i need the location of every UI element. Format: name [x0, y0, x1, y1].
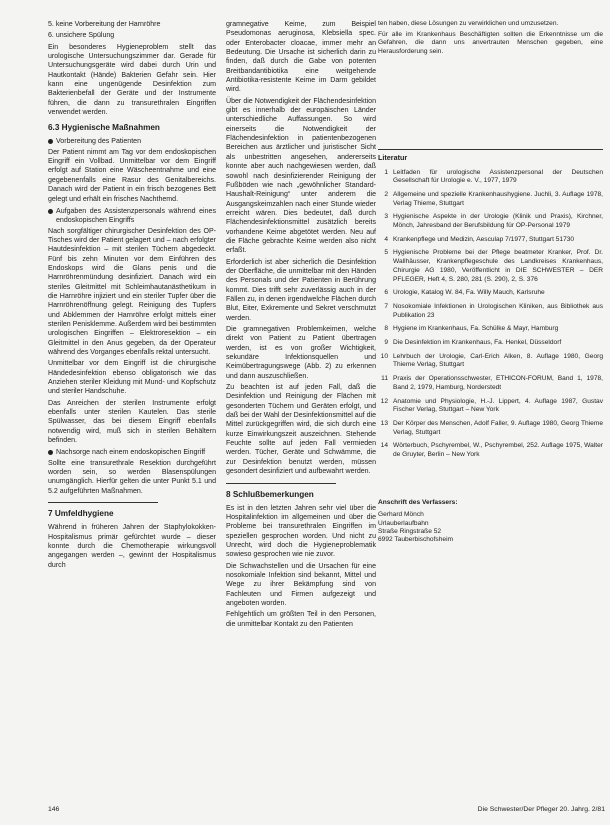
- bullet-title: Nachsorge nach einem endoskopischen Eingriff: [56, 449, 206, 457]
- paragraph: Erforderlich ist aber sicherlich die Desinfektion der Oberfläche, die unmittelbar mit den Händen des Personals und der Patienten in Berührung kommt. Dies trifft sehr zuverlässig auch in der Fällen zu, in denen irgendwelche Flächen durch Blut, Eiter, Exkremente und Sekret verschmutzt werden.: [226, 258, 376, 322]
- reference-number: 3: [384, 213, 388, 221]
- references-heading: Literatur: [378, 152, 408, 162]
- section-heading: 8 Schlußbemerkungen: [226, 489, 314, 499]
- reference-number: 8: [384, 325, 388, 333]
- author-address: [378, 499, 603, 545]
- reference-number: 4: [384, 235, 388, 243]
- reference-item: [378, 339, 603, 348]
- paragraph: Zu beachten ist auf jeden Fall, daß die Desinfektion und Reinigung der Flächen mit gesonderten Tüchern und Geräten erfolgt, und daß bei der Wahl der Desinfektionsmittel auf die Mittel zurückgegriffen wird, die sich durch eine kurze Einwirkungszeit auszeichnen. Stehende Feuchte sollte auf jeden Fall vermieden werden. Tücher, Geräte und Schwämme, die zur Desinfektion benutzt werden, müssen gesondert desinfiziert und aufbewahrt werden.: [226, 384, 376, 476]
- address-line: Urlauberlaufbahn: [378, 519, 429, 527]
- list-item: 5. keine Vorbereitung der Harnröhre: [48, 21, 161, 28]
- bullet-heading: [48, 207, 216, 226]
- paragraph: Das Anreichen der sterilen Instrumente erfolgt ebenfalls unter sterilen Kautelen. Das sterile Spülwasser, das bei diesem Eingriff ebenfalls notwendig wird, muß sich in sterilen Behältern befinden.: [48, 399, 216, 445]
- bullet-heading: [48, 137, 216, 146]
- bullet-icon: [48, 209, 53, 214]
- reference-number: 12: [380, 397, 388, 405]
- paragraph: Der Patient nimmt am Tag vor dem endoskopischen Eingriff ein Vollbad. Unmittelbar vor dem Eingriff erfolgt auf Station eine Wäscheentnahme und eine gegebenenfalls eine Rasur des Genitalbereichs. Danach wird der Patient in ein frisch bezogenes Bett gelegt und erhält ein frisches Nachthemd.: [48, 148, 216, 203]
- page-number: 146: [48, 806, 60, 813]
- reference-text: Lehrbuch der Urologie, Carl-Erich Alken, 8. Auflage 1980, Georg Thieme Verlag, Stuttgart: [393, 352, 603, 369]
- reference-number: 13: [380, 419, 388, 427]
- bullet-icon: [48, 450, 53, 455]
- journal-footer: Die Schwester/Der Pfleger 20. Jahrg. 2/81: [477, 806, 605, 813]
- paragraph: Für alle im Krankenhaus Beschäftigten sollten die Erkenntnisse um die Gefahren, die dann uns anvertrauten Menschen gegeben, eine Herausforderung sein.: [378, 30, 603, 56]
- address-line: Straße Ringstraße 52: [378, 528, 442, 536]
- address-line: Gerhard Mönch: [378, 511, 424, 519]
- bullet-title: Vorbereitung des Patienten: [56, 138, 142, 146]
- reference-item: [378, 289, 603, 298]
- reference-item: [378, 442, 603, 459]
- paragraph: Über die Notwendigkeit der Flächendesinfektion gibt es innerhalb der europäischen Länder unterschiedliche Auffassungen. So wird einerseits die Notwendigkeit der Flächendesinfektion in patientenbezogenen Bereichen aus ärztlicher und juristischer Sicht als unbestritten angesehen, andererseits konnte aber auch nachgewiesen werden, daß sowohl nach desinfizierender Reinigung der Fußböden wie nach „gewöhnlicher Standard-Haushalt-Reinigung“ unter anderem die Ausgangskeimzahlen nach einer Stunde wieder erreicht wären. Dies bedeutet, daß durch Flächendesinfektionsmittel zusätzlich bereits vorhandene Keime abgetötet werden. Neu auf die Fläche gebrachte Keime werden also nicht erfaßt.: [226, 97, 376, 255]
- spacer: [378, 59, 603, 143]
- reference-text: Der Körper des Menschen, Adolf Faller, 9. Auflage 1980, Georg Thieme Verlag, Stuttgart: [393, 419, 603, 436]
- paragraph: Es ist in den letzten Jahren sehr viel über die Hospitalinfektion im allgemeinen und über die Probleme bei transurethralen Eingriffen im speziellen gesprochen worden. Und nicht zu Unrecht, wird doch die Hygieneproblematik sowieso gesprochen wie nie zuvor.: [226, 504, 376, 559]
- paragraph: Fehlgehtlich um größten Teil in den Personen, die unmittelbar Kontakt zu den Patienten: [226, 611, 376, 628]
- reference-item: [378, 303, 603, 320]
- reference-item: [378, 353, 603, 370]
- column-2: [226, 20, 376, 631]
- paragraph: Unmittelbar vor dem Eingriff ist die chirurgische Händedesinfektion ebenso obligatorisch wie das Anziehen steriler Kleidung mit Mund- und Kopfschutz und steriler Handschuhe.: [48, 360, 216, 396]
- bullet-icon: [48, 139, 53, 144]
- reference-item: [378, 169, 603, 186]
- reference-number: 10: [380, 352, 388, 360]
- address-line: 6992 Tauberbischofsheim: [378, 536, 454, 544]
- reference-number: 7: [384, 302, 388, 310]
- paragraph: Ein besonderes Hygieneproblem stellt das urologische Untersuchungszimmer dar. Gerade für Untersuchungsgeräte wird dabei durch Urin und Hautkontakt (Hände) Bakterien Gefahr sein. Hier kann eine ungenügende Desinfektion zum Bakterienbefall der Geräte und der Instrumente führen, die dann zu transurethralen Eingriffen verwendet werden.: [48, 43, 216, 117]
- column-3: [378, 20, 603, 545]
- column-1: [48, 20, 216, 572]
- reference-item: [378, 325, 603, 334]
- reference-number: 14: [380, 442, 388, 450]
- reference-text: Krankenpflege und Medizin, Aesculap 7/1977, Stuttgart 51730: [393, 235, 575, 243]
- reference-item: [378, 420, 603, 437]
- address-heading: Anschrift des Verfassers:: [378, 498, 458, 506]
- reference-item: [378, 375, 603, 392]
- reference-text: Hygienische Probleme bei der Pflege beatmeter Kranker, Prof. Dr. Wallhäusser, Krankenpflegeschule des Landkreises Krankenhaus, Chirurgie AG 1980, Veröffentlicht in DIE SCHWESTER – DER PFLEGER, Heft 4, S. 280, 281 (S. 290), 2, S. 376: [393, 249, 603, 283]
- paragraph: Nach sorgfältiger chirurgischer Desinfektion des OP-Tisches wird der Patient gelagert und – nach erfolgter Hautdesinfektion – mit sterilen Tüchern abgedeckt. Fünf bis zehn Minuten vor dem Einführen des Endoskops wird die Glans penis und die Harnröhrenmündung desinfiziert. Danach wird ein steriles Gleitmittel mit Schleimhautanästhetikum in die Harnröhre injiziert und ein steriler Tupfer über die Harnröhrenöffnung gelegt. Reinigung des Tupfers und Abklemmen der Harnröhre erfolgt mittels einer sterilen Penisklemme. Außerdem wird bei bestimmten urologischen Eingriffen – Elektroresektion – ein Gleitmittel in den Anus gegeben, da der Operateur während des Vorganges ebenfalls rektal untersucht.: [48, 227, 217, 356]
- reference-number: 6: [384, 289, 388, 297]
- reference-text: Wörterbuch, Pschyrembel, W., Pschyrembel, 252. Auflage 1975, Walter de Gruyter, Berlin – New York: [393, 442, 603, 459]
- reference-text: Allgemeine und spezielle Krankenhaushygiene. Juchli, 3. Auflage 1978, Verlag Thieme, Stuttgart: [393, 190, 603, 207]
- reference-number: 1: [384, 168, 388, 176]
- paragraph: Sollte eine transurethrale Resektion durchgeführt worden sein, so werden Blasenspülungen unumgänglich. Hierfür gelten die unter Punkt 5.1 und 5.2 aufgeführten Maßnahmen.: [48, 459, 216, 495]
- reference-number: 9: [384, 339, 388, 347]
- bullet-heading: [48, 448, 216, 457]
- reference-item: [378, 191, 603, 208]
- reference-text: Nosokomiale Infektionen in Urologischen Kliniken, aus Bibliothek aus Publikation 23: [393, 302, 603, 319]
- reference-text: Urologie, Katalog W. 84, Fa. Willy Mauch, Karlsruhe: [393, 289, 545, 297]
- list-item: 6. unsichere Spülung: [48, 32, 115, 40]
- spacer: [378, 465, 603, 499]
- reference-text: Praxis der Operationsschwester, ETHICON-FORUM, Band 1, 1978, Band 2, 1979, Hamburg, Norderstedt: [393, 375, 603, 391]
- reference-item: [378, 213, 603, 230]
- reference-text: Anatomie und Physiologie, H.-J. Lippert, 4. Auflage 1987, Gustav Fischer Verlag, Stuttgart – New York: [393, 397, 603, 414]
- section-divider: [226, 483, 336, 484]
- reference-text: Hygiene im Krankenhaus, Fa. Schülke & Mayr, Hamburg: [393, 325, 559, 333]
- section-heading: 6.3 Hygienische Maßnahmen: [48, 123, 160, 133]
- references-list: [378, 169, 603, 460]
- reference-text: Die Desinfektion im Krankenhaus, Fa. Henkel, Düsseldorf: [393, 339, 562, 347]
- reference-text: Leitfaden für urologische Assistenzpersonal der Deutschen Gesellschaft für Urologie e. V., 1977, 1979: [393, 168, 603, 185]
- section-divider: [378, 149, 603, 150]
- reference-number: 5: [384, 249, 388, 257]
- reference-text: Hygienische Aspekte in der Urologie (Klinik und Praxis), Kirchner, Mönch, Jahresband der Berufsbildung für OP-Personal 1979: [393, 213, 603, 230]
- reference-item: [378, 249, 603, 284]
- paragraph: Während in früheren Jahren der Staphylokokken-Hospitalismus primär gefürchtet wurde – dieser konnte durch die Chemotherapie wirkungsvoll angegangen werden –, gewinnt der Hospitalismus durch: [48, 524, 216, 569]
- reference-item: [378, 236, 603, 245]
- bullet-title: Aufgaben des Assistenzpersonals während eines endoskopischen Eingriffs: [56, 207, 216, 225]
- reference-number: 2: [384, 190, 388, 198]
- paragraph: Die gramnegativen Problemkeimen, welche direkt von Patient zu Patient übertragen werden, ist es von großer Wichtigkeit, sekundäre Infektionsquellen und Keimübertragungswege (Abb. 2) zu erkennen und dann auszuschließen.: [226, 326, 376, 380]
- paragraph: gramnegative Keime, zum Beispiel Pseudomonas aeruginosa, Klebsiella spec. oder Enterobacter cloacae, immer mehr an Bedeutung. Die Ursache ist sicherlich darin zu finden, daß durch die Gabe von potenten Breitbandantibiotika eine weitgehende Antibiotika-resistente Keime im Darm gebildet wird.: [226, 21, 376, 94]
- section-divider: [48, 502, 158, 503]
- reference-number: 11: [381, 375, 388, 383]
- paragraph: Die Schwachstellen und die Ursachen für eine nosokomiale Infektion sind bekannt, Mittel und Wege zu ihrer Bekämpfung sind von Fachleuten und Firmen aufgezeigt und angeboten worden.: [226, 562, 376, 607]
- reference-item: [378, 398, 603, 415]
- section-heading: 7 Umfeldhygiene: [48, 509, 114, 519]
- paragraph: ten haben, diese Lösungen zu verwirklichen und umzusetzen.: [378, 20, 559, 27]
